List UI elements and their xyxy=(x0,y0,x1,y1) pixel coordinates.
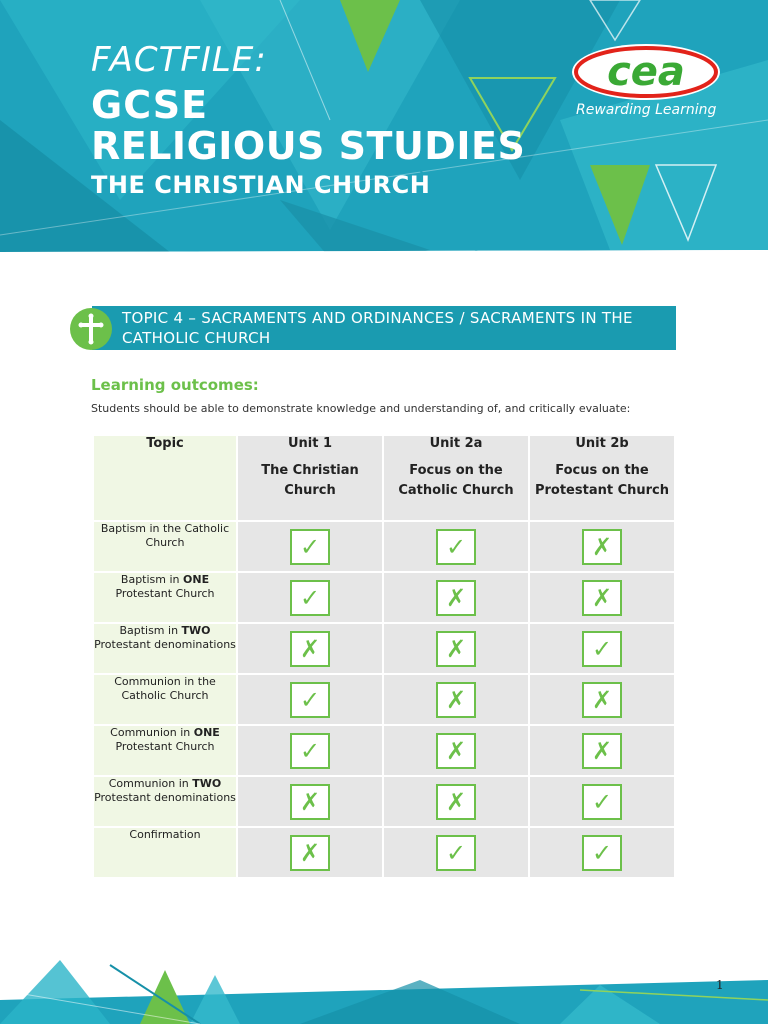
topic-title: TOPIC 4 – SACRAMENTS AND ORDINANCES / SACRAMENTS IN THE CATHOLIC CHURCH xyxy=(122,309,633,347)
document-subtitle: THE CHRISTIAN CHURCH xyxy=(91,171,431,199)
page-number: 1 xyxy=(716,978,724,992)
mark-icon: ✓ xyxy=(582,631,622,667)
mark-icon: ✗ xyxy=(290,784,330,820)
mark-icon: ✓ xyxy=(582,835,622,871)
mark-icon: ✗ xyxy=(436,733,476,769)
unit-name: Unit 1 xyxy=(287,436,333,451)
mark-icon: ✗ xyxy=(436,682,476,718)
row-topic-label: Baptism in ONE Protestant Church xyxy=(94,573,236,622)
mark-icon: ✗ xyxy=(290,835,330,871)
document-title-gcse: GCSE xyxy=(91,83,209,127)
mark-icon: ✓ xyxy=(290,733,330,769)
mark-icon: ✓ xyxy=(290,529,330,565)
unit-name: Unit 2b xyxy=(575,436,629,451)
mark-icon: ✗ xyxy=(436,580,476,616)
header-unit-1 xyxy=(238,436,382,520)
table-row xyxy=(94,573,674,622)
table-row xyxy=(94,726,674,775)
row-topic-label: Communion in the Catholic Church xyxy=(94,675,236,724)
mark-icon: ✗ xyxy=(290,631,330,667)
unit-description: Focus on the Protestant Church xyxy=(534,463,670,498)
mark-icon: ✗ xyxy=(436,784,476,820)
row-topic-label: Confirmation xyxy=(94,828,236,877)
unit-description: Focus on the Catholic Church xyxy=(398,463,514,498)
mark-icon: ✓ xyxy=(436,529,476,565)
mark-icon: ✓ xyxy=(436,835,476,871)
row-topic-label: Baptism in the Catholic Church xyxy=(94,522,236,571)
mark-icon: ✓ xyxy=(290,580,330,616)
mark-icon: ✓ xyxy=(582,784,622,820)
learning-outcomes-intro: Students should be able to demonstrate knowledge and understanding of, and critically evaluate: xyxy=(91,402,631,415)
row-topic-label: Communion in TWO Protestant denominations xyxy=(94,777,236,826)
mark-icon: ✗ xyxy=(582,733,622,769)
learning-outcomes-table xyxy=(92,434,676,879)
unit-name: Unit 2a xyxy=(429,436,483,451)
row-topic-label: Baptism in TWO Protestant denominations xyxy=(94,624,236,673)
mark-icon: ✗ xyxy=(436,631,476,667)
cross-icon xyxy=(70,308,112,350)
header-unit-2b xyxy=(530,436,674,520)
header-unit-2a xyxy=(384,436,528,520)
logo-tagline: Rewarding Learning xyxy=(576,102,717,118)
unit-description: The Christian Church xyxy=(261,463,359,498)
footer-decoration xyxy=(0,960,768,1024)
mark-icon: ✗ xyxy=(582,529,622,565)
svg-text:cea: cea xyxy=(607,49,685,95)
table-row xyxy=(94,624,674,673)
table-row xyxy=(94,522,674,571)
header-topic: Topic xyxy=(94,436,236,520)
factfile-label: FACTFILE: xyxy=(91,40,267,80)
learning-outcomes-heading: Learning outcomes: xyxy=(91,376,259,394)
table-row xyxy=(94,777,674,826)
mark-icon: ✓ xyxy=(290,682,330,718)
table-row xyxy=(94,828,674,877)
document-title-subject: RELIGIOUS STUDIES xyxy=(91,124,526,168)
row-topic-label: Communion in ONE Protestant Church xyxy=(94,726,236,775)
mark-icon: ✗ xyxy=(582,682,622,718)
table-header-row xyxy=(94,436,674,520)
mark-icon: ✗ xyxy=(582,580,622,616)
table-row xyxy=(94,675,674,724)
